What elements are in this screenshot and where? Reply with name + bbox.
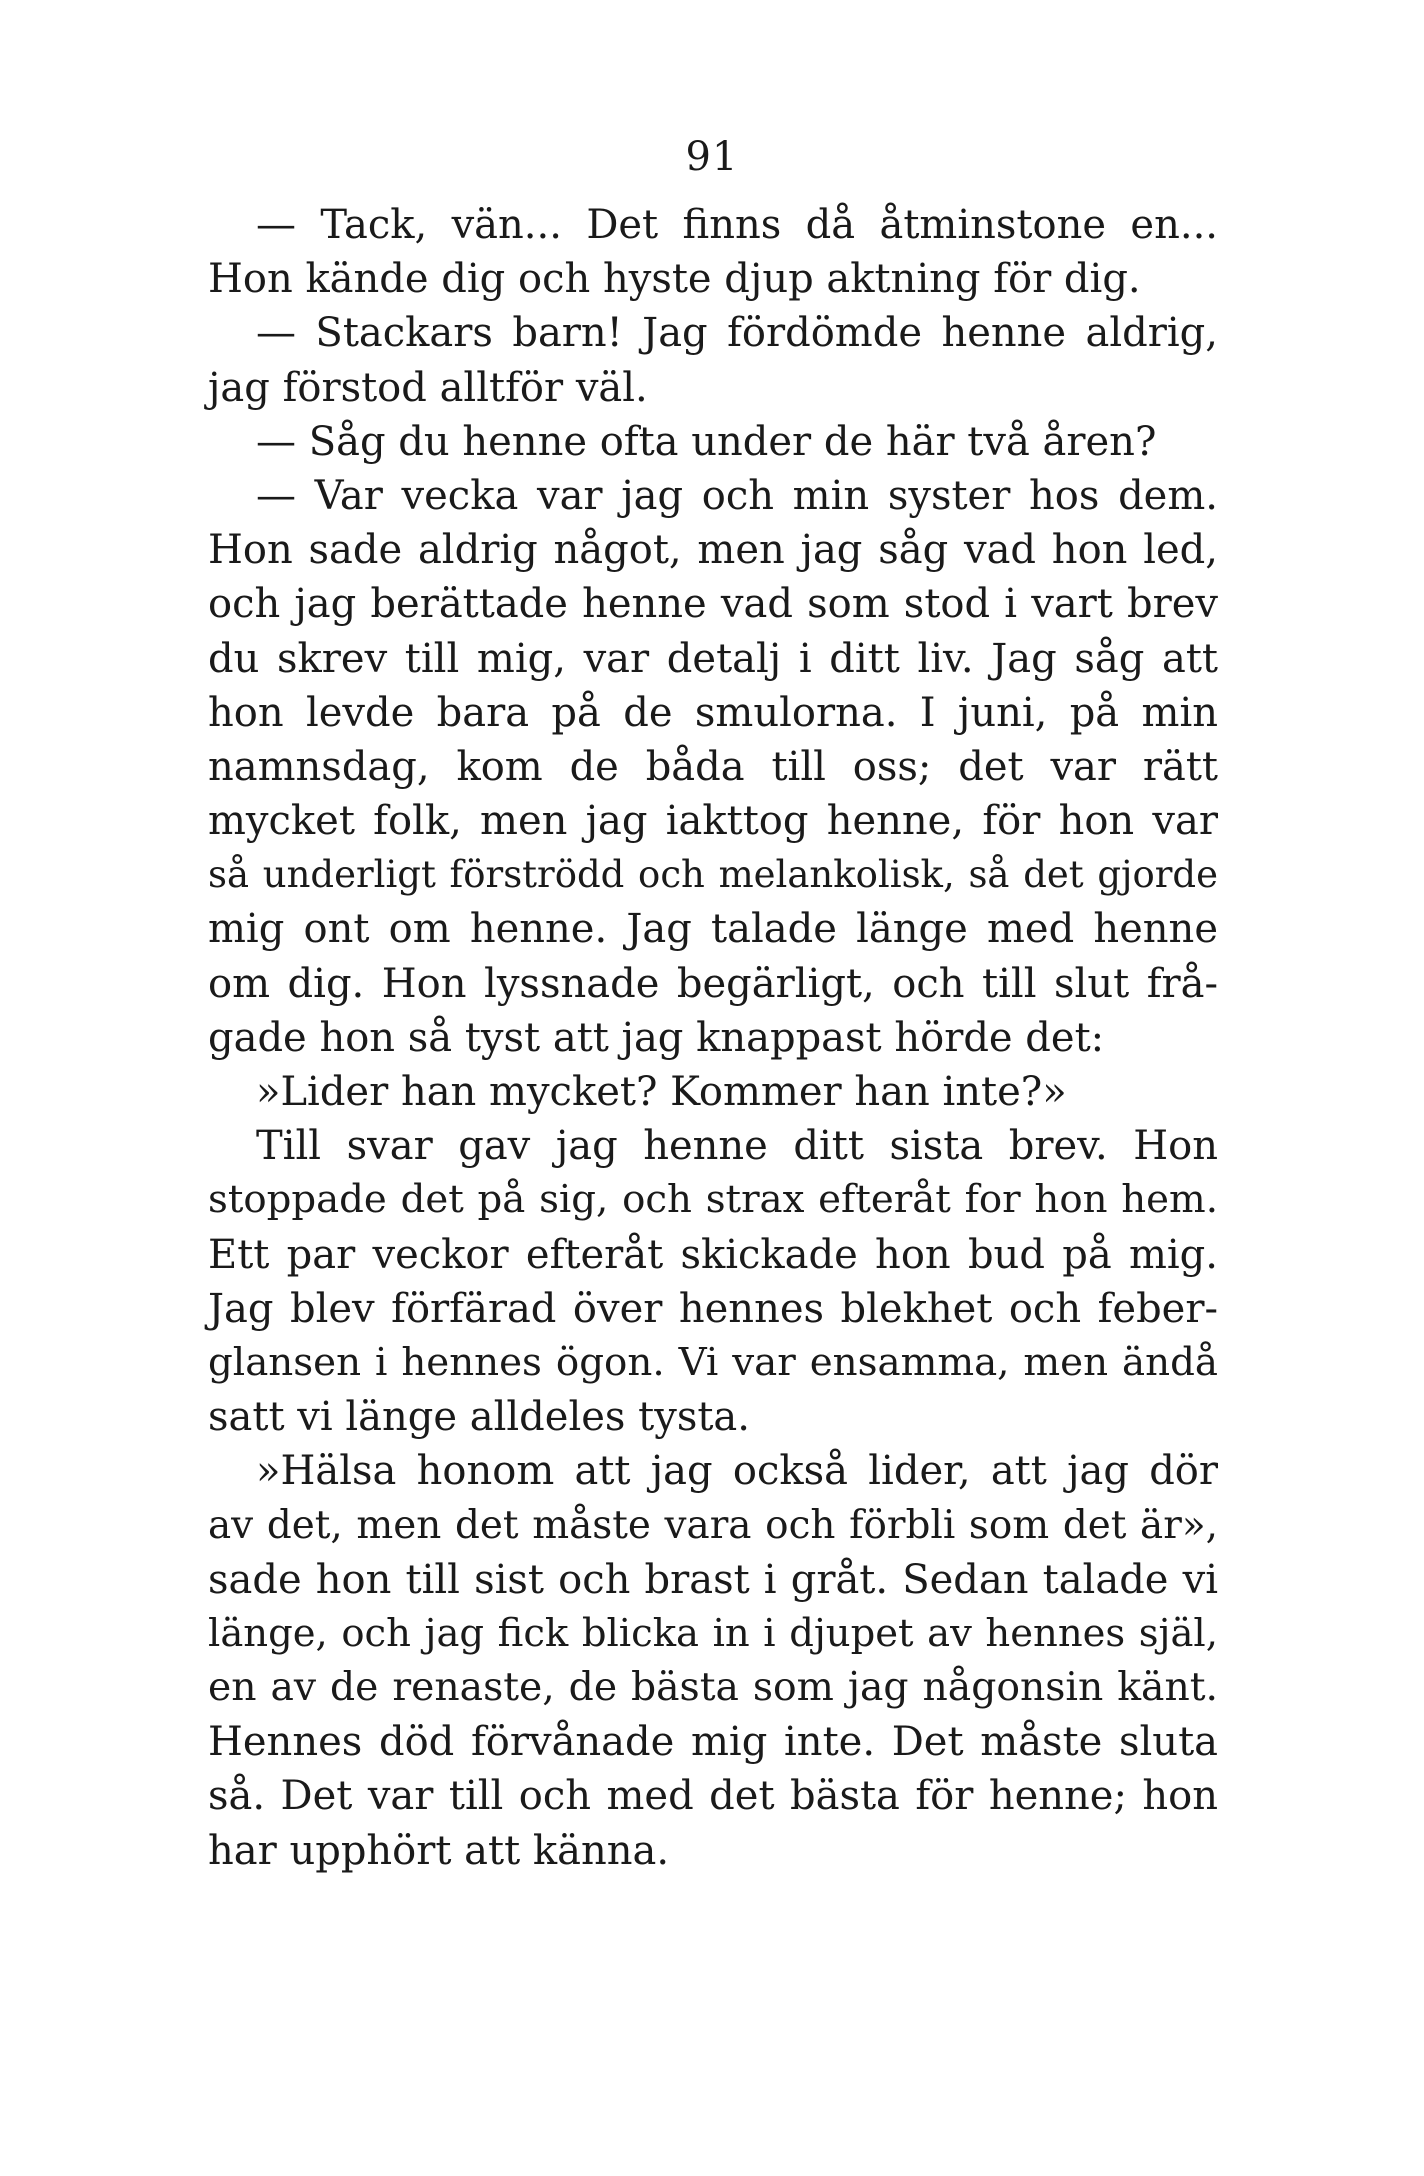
text-line: — Stackars barn! Jag fördömde henne aldrig, (256, 310, 1218, 357)
text-line: Till svar gav jag henne ditt sista brev. Hon (256, 1123, 1218, 1170)
text-line: du skrev till mig, var detalj i ditt liv. Jag såg att (208, 635, 1218, 682)
text-line: hon levde bara på de smulorna. I juni, på min (208, 689, 1218, 736)
text-line: mig ont om henne. Jag talade länge med henne (208, 906, 1218, 953)
text-line: om dig. Hon lyssnade begärligt, och till slut frå- (208, 960, 1218, 1007)
text-line: — Tack, vän... Det finns då åtminstone en... (256, 202, 1218, 248)
text-line: gade hon så tyst att jag knappast hörde det: (208, 1014, 1105, 1061)
text-line: sade hon till sist och brast i gråt. Sedan talade vi (208, 1556, 1218, 1603)
text-line: så. Det var till och med det bästa för henne; hon (208, 1773, 1218, 1820)
text-line: — Var vecka var jag och min syster hos dem. (256, 472, 1218, 519)
text-line: Hon sade aldrig något, men jag såg vad hon led, (208, 527, 1218, 574)
text-line: länge, och jag fick blicka in i djupet av hennes själ, (208, 1610, 1218, 1656)
text-line: mycket folk, men jag iakttog henne, för hon var (208, 798, 1218, 845)
text-line: och jag berättade henne vad som stod i vart brev (208, 581, 1218, 628)
text-line: namnsdag, kom de båda till oss; det var rätt (208, 743, 1218, 790)
body-text (208, 198, 1218, 1878)
text-line: jag förstod alltför väl. (208, 364, 648, 411)
text-line: av det, men det måste vara och förbli som det är», (208, 1502, 1218, 1548)
text-line: Jag blev förfärad över hennes blekhet och feber- (208, 1285, 1218, 1332)
text-line: Ett par veckor efteråt skickade hon bud på mig. (208, 1231, 1218, 1278)
text-line: — Såg du henne ofta under de här två åren? (256, 418, 1157, 465)
text-line: har upphört att känna. (208, 1827, 670, 1874)
text-line: en av de renaste, de bästa som jag någonsin känt. (208, 1665, 1218, 1711)
text-line: »Hälsa honom att jag också lider, att jag dör (256, 1448, 1218, 1495)
text-line: »Lider han mycket? Kommer han inte?» (256, 1069, 1067, 1115)
text-line: satt vi länge alldeles tysta. (208, 1394, 750, 1441)
text-line: Hon kände dig och hyste djup aktning för dig. (208, 256, 1141, 303)
text-line: stoppade det på sig, och strax efteråt for hon hem. (208, 1177, 1218, 1223)
text-line: glansen i hennes ögon. Vi var ensamma, men ändå (208, 1339, 1218, 1385)
text-line: Hennes död förvånade mig inte. Det måste sluta (208, 1719, 1218, 1766)
text-line: så underligt förströdd och melankolisk, så det gjorde (208, 853, 1218, 897)
page-number: 91 (685, 134, 739, 180)
